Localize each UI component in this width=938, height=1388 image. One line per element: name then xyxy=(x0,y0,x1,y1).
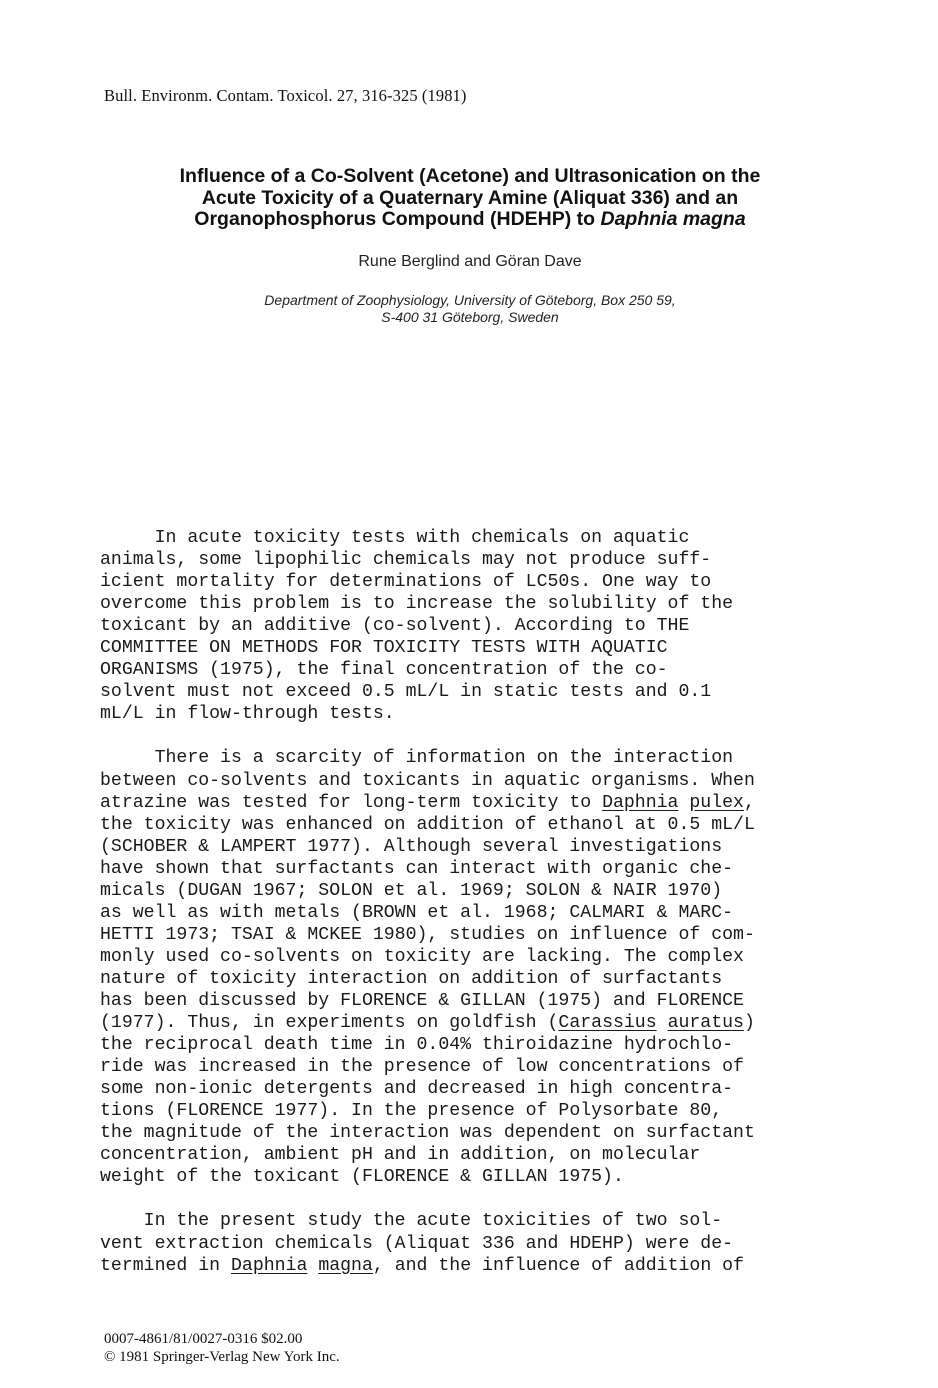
affiliation-line: Department of Zoophysiology, University of Göteborg, Box 250 59, xyxy=(264,292,676,308)
text-line: (SCHOBER & LAMPERT 1977). Although several investigations xyxy=(100,836,723,857)
text-line: has been discussed by FLORENCE & GILLAN (1975) and FLORENCE xyxy=(100,990,744,1011)
text-line: some non-ionic detergents and decreased in high concentra- xyxy=(100,1079,734,1100)
text-line: the toxicity was enhanced on addition of ethanol at 0.5 mL/L xyxy=(100,814,755,835)
text-segment: atrazine was tested for long-term toxicity to xyxy=(100,792,603,813)
text-line: COMMITTEE ON METHODS FOR TOXICITY TESTS WITH AQUATIC xyxy=(100,638,668,659)
species-genus: Daphnia xyxy=(602,792,679,813)
species-epithet: magna xyxy=(318,1255,373,1276)
title-line: Acute Toxicity of a Quaternary Amine (Aliquat 336) and an xyxy=(201,186,739,209)
text-line: overcome this problem is to increase the solubility of the xyxy=(100,594,734,615)
species-genus: Daphnia xyxy=(230,1255,308,1276)
text-segment: ) xyxy=(743,1013,755,1034)
affiliation-line: S-400 31 Göteborg, Sweden xyxy=(381,309,559,325)
paragraph-2 xyxy=(100,747,900,1188)
text-line: concentration, ambient pH and in addition, on molecular xyxy=(100,1145,701,1166)
text-line xyxy=(100,1012,900,1034)
issn-code: 0007-4861/81/0027-0316 $02.00 xyxy=(104,1331,303,1347)
text-line: tions (FLORENCE 1977). In the presence of Polysorbate 80, xyxy=(100,1101,723,1122)
text-line: between co-solvents and toxicants in aquatic organisms. When xyxy=(100,770,755,791)
text-line: ride was increased in the presence of low concentrations of xyxy=(100,1057,744,1078)
footer xyxy=(104,1330,340,1366)
affiliation xyxy=(70,292,870,326)
copyright-notice: © 1981 Springer-Verlag New York Inc. xyxy=(104,1349,340,1365)
title-line xyxy=(70,209,870,231)
text-line: solvent must not exceed 0.5 mL/L in static tests and 0.1 xyxy=(100,682,712,703)
text-line: There is a scarcity of information on the interaction xyxy=(100,748,734,769)
text-line: monly used co-solvents on toxicity are lacking. The complex xyxy=(100,946,744,967)
title-line-text: Organophosphorus Compound (HDEHP) to xyxy=(194,208,601,230)
text-line: weight of the toxicant (FLORENCE & GILLAN 1975). xyxy=(100,1167,624,1188)
text-line xyxy=(100,1255,900,1277)
text-segment: , xyxy=(743,792,755,813)
text-line xyxy=(100,792,900,814)
text-segment: , and the influence of addition of xyxy=(372,1255,744,1276)
text-line: HETTI 1973; TSAI & MCKEE 1980), studies on influence of com- xyxy=(100,924,755,945)
text-line: toxicant by an additive (co-solvent). According to THE xyxy=(100,616,690,637)
paper-title xyxy=(70,166,870,231)
text-line: the magnitude of the interaction was dependent on surfactant xyxy=(100,1123,755,1144)
species-epithet: pulex xyxy=(689,792,744,813)
text-line: animals, some lipophilic chemicals may not produce suff- xyxy=(100,550,712,571)
paragraph-3 xyxy=(100,1210,900,1276)
paragraph-1 xyxy=(100,527,900,725)
text-line: mL/L in flow-through tests. xyxy=(100,704,395,725)
title-line: Influence of a Co-Solvent (Acetone) and Ultrasonication on the xyxy=(179,165,761,187)
journal-citation: Bull. Environm. Contam. Toxicol. 27, 316-325 (1981) xyxy=(104,86,467,105)
text-line: In acute toxicity tests with chemicals on aquatic xyxy=(100,528,690,548)
text-line: have shown that surfactants can interact with organic che- xyxy=(100,858,734,879)
text-line: ORGANISMS (1975), the final concentration of the co- xyxy=(100,660,668,681)
text-line: as well as with metals (BROWN et al. 1968; CALMARI & MARC- xyxy=(100,902,734,923)
text-line: In the present study the acute toxicities of two sol- xyxy=(100,1211,723,1232)
title-species: Daphnia magna xyxy=(600,208,746,230)
text-line: vent extraction chemicals (Aliquat 336 and HDEHP) were de- xyxy=(100,1233,734,1254)
text-segment: (1977). Thus, in experiments on goldfish ( xyxy=(100,1013,559,1034)
authors: Rune Berglind and Göran Dave xyxy=(358,253,582,270)
body-text xyxy=(100,527,900,1299)
species-epithet: auratus xyxy=(667,1013,744,1034)
text-segment: termined in xyxy=(100,1255,231,1276)
text-line: nature of toxicity interaction on addition of surfactants xyxy=(100,968,723,989)
species-genus: Carassius xyxy=(558,1013,657,1034)
text-line: icient mortality for determinations of LC50s. One way to xyxy=(100,572,712,593)
text-line: micals (DUGAN 1967; SOLON et al. 1969; SOLON & NAIR 1970) xyxy=(100,880,723,901)
text-line: the reciprocal death time in 0.04% thiroidazine hydrochlo- xyxy=(100,1035,734,1056)
